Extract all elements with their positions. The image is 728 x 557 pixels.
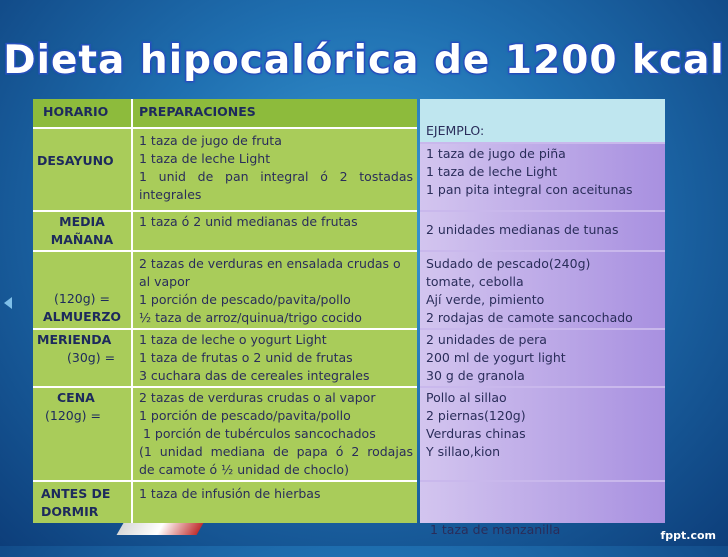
prep-line: 1 taza de jugo de fruta [139, 133, 282, 148]
example-line: 2 unidades medianas de tunas [426, 222, 619, 237]
label-line: ANTES DE [41, 486, 111, 501]
prep-line: 2 tazas de verduras en ensalada crudas o [139, 256, 401, 271]
prep-line: 1 unid de pan integral ó 2 tostadas [139, 169, 413, 184]
header-ejemplo: EJEMPLO: [426, 123, 485, 138]
prep-line: 1 taza de leche Light [139, 151, 271, 166]
row-divider [33, 480, 417, 482]
row-label-antes-de-dormir [33, 485, 131, 521]
prep-line: 3 cuchara das de cereales integrales [139, 368, 370, 383]
label-line: DORMIR [41, 504, 99, 519]
example-desayuno [420, 145, 665, 199]
row-divider [33, 210, 417, 212]
prep-line: integrales [139, 187, 202, 202]
prep-line: 1 porción de tubérculos sancochados [139, 426, 376, 441]
row-divider [33, 328, 417, 330]
prep-line: 1 porción de pescado/pavita/pollo [139, 408, 351, 423]
row-label-desayuno: DESAYUNO [37, 153, 114, 168]
example-line: 30 g de granola [426, 368, 525, 383]
prep-line: 1 taza de infusión de hierbas [139, 486, 321, 501]
label-line: MAÑANA [50, 232, 114, 247]
example-line: 1 taza de manzanilla [426, 522, 561, 537]
prep-media-manana [133, 213, 417, 231]
example-cena [420, 389, 665, 461]
prep-line: 1 taza ó 2 unid medianas de frutas [139, 214, 358, 229]
example-line: Verduras chinas [426, 426, 526, 441]
example-line: 1 taza de jugo de piña [426, 146, 566, 161]
example-line: tomate, cebolla [426, 274, 524, 289]
prep-line: 1 porción de pescado/pavita/pollo [139, 292, 351, 307]
prep-line: de camote ó ½ unidad de choclo) [139, 462, 349, 477]
header-horario: HORARIO [43, 104, 109, 119]
row-label-merienda [33, 331, 131, 367]
label-line: (120g) = [54, 291, 110, 306]
prep-line: 1 taza de frutas o 2 unid de frutas [139, 350, 353, 365]
example-line: 2 unidades de pera [426, 332, 547, 347]
row-divider [33, 127, 417, 129]
prep-line: 2 tazas de verduras crudas o al vapor [139, 390, 376, 405]
example-merienda [420, 331, 665, 385]
example-line: Pollo al sillao [426, 390, 507, 405]
label-line: ALMUERZO [42, 309, 122, 324]
example-line: 2 rodajas de camote sancochado [426, 310, 633, 325]
prep-cena [133, 389, 417, 479]
example-line: 1 pan pita integral con aceitunas [426, 182, 633, 197]
decorative-bar [117, 523, 204, 535]
example-line: 1 taza de leche Light [426, 164, 558, 179]
example-antes-de-dormir [420, 485, 665, 557]
prep-desayuno [133, 132, 417, 204]
prep-line: 1 taza de leche o yogurt Light [139, 332, 327, 347]
example-line: Sudado de pescado(240g) [426, 256, 591, 271]
label-line: MEDIA [59, 214, 105, 229]
row-label-almuerzo [33, 290, 131, 326]
example-line: 2 piernas(120g) [426, 408, 526, 423]
header-preparaciones: PREPARACIONES [139, 104, 256, 119]
left-arrow-icon [4, 297, 12, 309]
example-almuerzo [420, 255, 665, 327]
prep-merienda [133, 331, 417, 385]
example-media-manana [420, 221, 665, 239]
row-divider [33, 386, 417, 388]
example-line: Y sillao,kion [426, 444, 501, 459]
row-label-cena [33, 389, 131, 425]
label-line: CENA [57, 390, 95, 405]
prep-almuerzo [133, 255, 417, 327]
label-line: (120g) = [45, 408, 101, 423]
example-line: Ají verde, pimiento [426, 292, 545, 307]
prep-line: ½ taza de arroz/quinua/trigo cocido [139, 310, 362, 325]
prep-antes-de-dormir [133, 485, 417, 503]
page-title: Dieta hipocalórica de 1200 kcal [3, 38, 725, 83]
fppt-logo: fppt.com [660, 529, 716, 542]
row-label-media-manana [33, 213, 131, 249]
row-divider [33, 250, 417, 252]
prep-line: al vapor [139, 274, 190, 289]
label-line: MERIENDA [37, 332, 112, 347]
prep-line: (1 unidad mediana de papa ó 2 rodajas [139, 444, 413, 459]
label-line: (30g) = [67, 350, 116, 365]
example-line: 200 ml de yogurt light [426, 350, 566, 365]
